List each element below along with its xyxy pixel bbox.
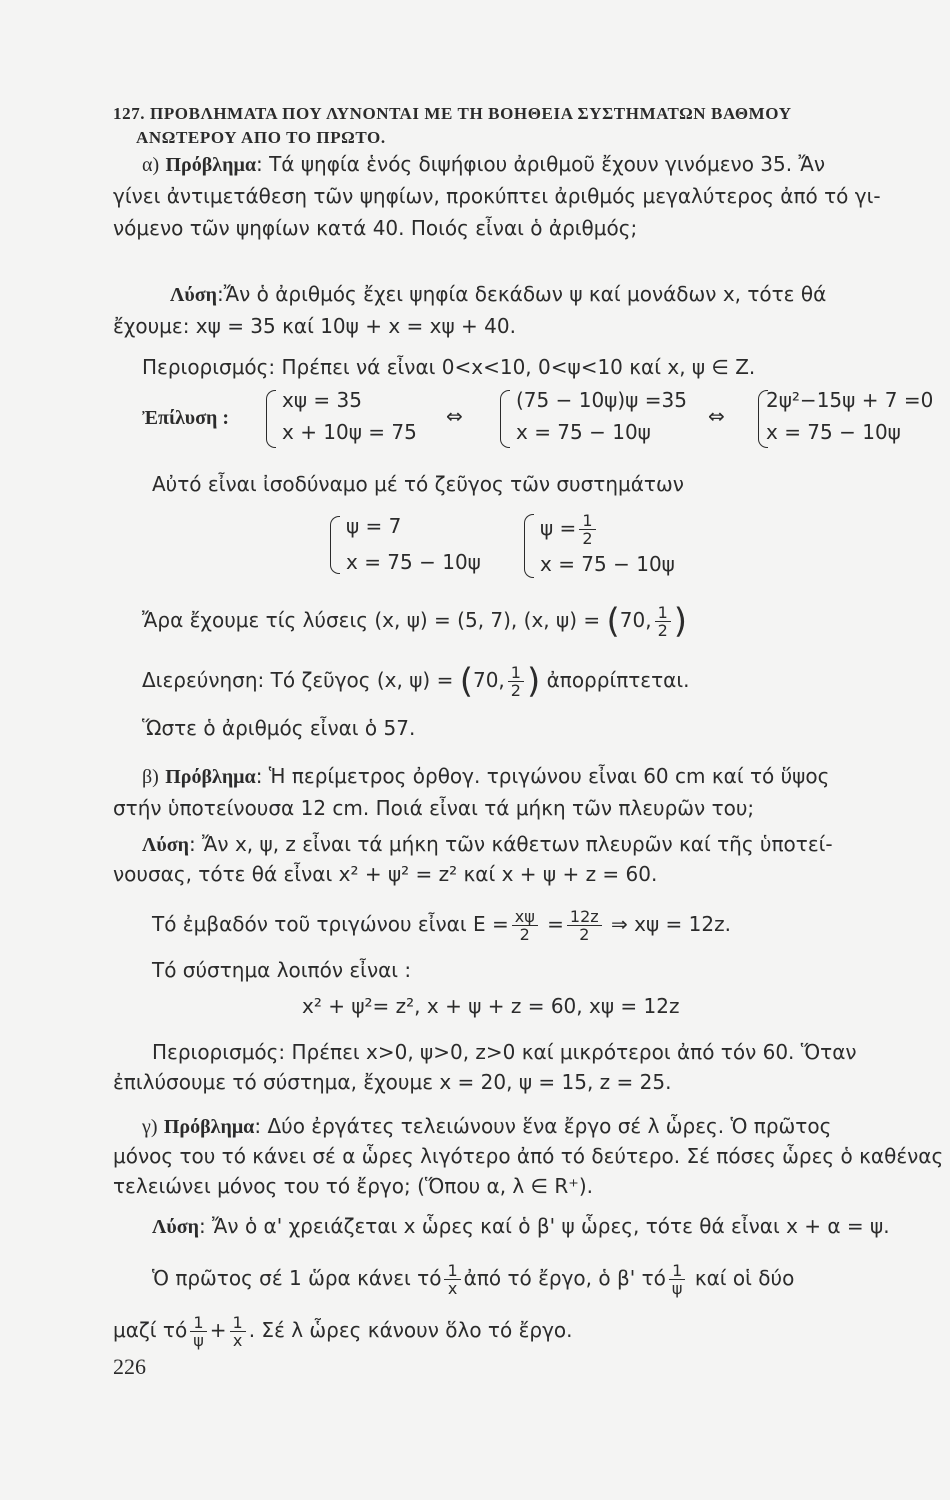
problem-a-solution-line-2: ἔχουμε: xψ = 35 καί 10ψ + x = xψ + 40. [113,314,516,338]
system-2-row-2: x = 75 − 10ψ [516,420,651,444]
fraction-1-over-x [230,1314,246,1349]
discussion-text: Διερεύνηση: Τό ζεῦγος (x, ψ) = [142,668,454,692]
together-end: . Σέ λ ὧρες κάνουν ὅλο τό ἔργο. [248,1318,573,1342]
fraction-denominator: x [232,1331,243,1350]
fraction-numerator: 1 [579,512,595,530]
system-5-psi-label: ψ = [540,516,577,540]
first-mid: ἀπό τό ἔργο, ὁ β' τό [463,1266,666,1290]
equivalence-arrow-2: ⇔ [708,404,725,428]
fraction-half [508,664,524,699]
problem-b-system-intro: Τό σύστημα λοιπόν εἶναι : [152,958,412,982]
problem-a-restriction: Περιορισμός: Πρέπει νά εἶναι 0<x<10, 0<ψ<10 καί x, ψ ∈ Z. [142,355,756,379]
problem-b-line-2: στήν ὑποτείνουσα 12 cm. Ποιά εἶναι τά μήκη τῶν πλευρῶν του; [113,796,755,820]
problem-a-text-1: : Τά ψηφία ἑνός διψήφιου ἀριθμοῦ ἔχουν γινόμενο 35. Ἄν [255,152,826,176]
first-text: Ὁ πρῶτος σέ 1 ὥρα κάνει τό [152,1266,442,1290]
problem-c-solution-label: Λύση [152,1216,199,1238]
area-equals: = [547,912,564,936]
problem-c-title: Πρόβλημα [163,1116,255,1138]
problem-a-solving-label: Ἐπίλυση : [142,407,230,429]
system-5-row-1 [540,512,599,547]
fraction-denominator: 2 [582,529,593,548]
system-brace [500,390,510,448]
system-brace [524,514,534,578]
discussion-end: ἀπορρίπτεται. [546,668,690,692]
problem-a-answer: Ὥστε ὁ ἀριθμός εἶναι ὁ 57. [142,716,416,740]
problem-b-label: β) [142,766,159,788]
fraction-12z-over-2 [567,908,602,943]
fraction-numerator: 1 [508,664,524,682]
fraction-numerator: 1 [444,1262,460,1280]
fraction-numerator: xψ [512,908,538,926]
problem-a-solution-line-1 [170,282,826,307]
system-brace [266,390,276,448]
together-text: μαζί τό [113,1318,188,1342]
problem-a-discussion [142,661,690,702]
problem-b-restriction-line-2: ἐπιλύσουμε τό σύστημα, ἔχουμε x = 20, ψ = 15, z = 25. [113,1070,672,1094]
problem-b-text-1: : Ἡ περίμετρος ὀρθογ. τριγώνου εἶναι 60 cm καί τό ὕψος [255,764,830,788]
system-2-row-1: (75 − 10ψ)ψ =35 [516,388,687,412]
problem-a-solutions [142,601,688,642]
problem-a-equivalence-text: Αὐτό εἶναι ἰσοδύναμο μέ τό ζεῦγος τῶν συστημάτων [152,472,684,496]
problem-c-solution-line-1 [152,1214,890,1239]
problem-c-text-1: : Δύο ἐργάτες τελειώνουν ἕνα ἔργο σέ λ ὧρες. Ὁ πρῶτος [254,1114,832,1138]
system-4-row-1: ψ = 7 [346,514,402,538]
system-3-row-1: 2ψ²−15ψ + 7 =0 [766,388,934,412]
problem-b-solution-text-1: : Ἄν x, ψ, z εἶναι τά μήκη τῶν κάθετων πλευρῶν καί τῆς ὑποτεί- [188,832,833,856]
paren-close: ) [526,661,541,702]
problem-a-line-1 [142,152,825,177]
section-heading-line-1: 127. ΠΡΟΒΛΗΜΑΤΑ ΠΟΥ ΛΥΝΟΝΤΑΙ ΜΕ ΤΗ ΒΟΗΘΕΙΑ ΣΥΣΤΗΜΑΤΩΝ ΒΑΘΜΟΥ [113,104,792,123]
problem-b-restriction-line-1: Περιορισμός: Πρέπει x>0, ψ>0, z>0 καί μικρότεροι ἀπό τόν 60. Ὅταν [152,1040,857,1064]
section-heading-line-2: ΑΝΩΤΕΡΟΥ ΑΠΟ ΤΟ ΠΡΩΤΟ. [136,128,386,147]
paren-open: ( [606,601,620,642]
fraction-denominator: 2 [510,681,521,700]
fraction-xpsi-over-2 [512,908,538,943]
together-plus: + [209,1318,227,1342]
system-4-row-2: x = 75 − 10ψ [346,550,481,574]
system-3-row-2: x = 75 − 10ψ [766,420,901,444]
problem-b-solution-label: Λύση [142,834,189,856]
fraction-numerator: 1 [190,1314,207,1332]
problem-a-solution-text-1: :Ἄν ὁ ἀριθμός ἔχει ψηφία δεκάδων ψ καί μονάδων x, τότε θά [216,282,827,306]
fraction-denominator: ψ [671,1279,683,1298]
problem-b-solution-line-2: νουσας, τότε θά εἶναι x² + ψ² = z² καί x + ψ + z = 60. [113,862,658,886]
problem-b-line-1 [142,764,829,789]
paren-open: ( [459,661,473,702]
problem-c-first-worker [152,1262,794,1297]
problem-c-together [113,1314,573,1349]
problem-b-title: Πρόβλημα [165,766,256,788]
problem-a-label: α) [142,154,160,176]
fraction-1-over-x [444,1262,460,1297]
fraction-numerator: 1 [669,1262,686,1280]
discussion-pair-left: 70, [472,668,505,692]
system-1-row-2: x + 10ψ = 75 [282,420,417,444]
system-1-row-1: xψ = 35 [282,388,362,412]
fraction-1-over-psi [190,1314,207,1349]
fraction-numerator: 12z [567,908,602,926]
system-5-row-2: x = 75 − 10ψ [540,552,675,576]
equivalence-arrow-1: ⇔ [446,404,463,428]
problem-c-label: γ) [142,1116,158,1138]
fraction-1-over-psi [669,1262,686,1297]
fraction-numerator: 1 [230,1314,246,1332]
system-brace [330,516,340,574]
fraction-numerator: 1 [655,604,671,622]
problem-c-line-3: τελειώνει μόνος του τό ἔργο; (Ὅπου α, λ ∈ R⁺). [113,1174,593,1198]
area-text: Τό ἐμβαδόν τοῦ τριγώνου εἶναι E = [152,912,509,936]
fraction-denominator: 2 [657,621,668,640]
problem-a-title: Πρόβλημα [165,154,256,176]
fraction-denominator: ψ [193,1331,204,1350]
problem-b-area [152,908,731,943]
solutions-text: Ἄρα ἔχουμε τίς λύσεις (x, ψ) = (5, 7), (x, ψ) = [142,608,601,632]
first-end: καί οἱ δύο [694,1266,795,1290]
fraction-denominator: x [447,1279,458,1298]
fraction-half [579,512,595,547]
problem-c-line-2: μόνος του τό κάνει σέ α ὧρες λιγότερο ἀπό τό δεύτερο. Σέ πόσες ὧρες ὁ καθένας [113,1144,944,1168]
problem-a-solution-label: Λύση [170,284,217,306]
problem-a-line-3: νόμενο τῶν ψηφίων κατά 40. Ποιός εἶναι ὁ ἀριθμός; [113,216,638,240]
fraction-denominator: 2 [519,925,530,944]
fraction-half [655,604,671,639]
problem-b-system: x² + ψ²= z², x + ψ + z = 60, xψ = 12z [302,994,680,1018]
solution-pair-left: 70, [619,608,652,632]
area-end: ⇒ xψ = 12z. [611,912,731,936]
fraction-denominator: 2 [579,925,590,944]
problem-c-line-1 [142,1114,831,1139]
problem-a-line-2: γίνει ἀντιμετάθεση τῶν ψηφίων, προκύπτει ἀριθμός μεγαλύτερος ἀπό τό γι- [113,184,881,208]
page-number: 226 [113,1354,146,1379]
problem-c-solution-text-1: : Ἄν ὁ α' χρειάζεται x ὧρες καί ὁ β' ψ ὧρες, τότε θά εἶναι x + α = ψ. [198,1214,890,1238]
paren-close: ) [673,601,688,642]
problem-b-solution-line-1 [142,832,833,857]
